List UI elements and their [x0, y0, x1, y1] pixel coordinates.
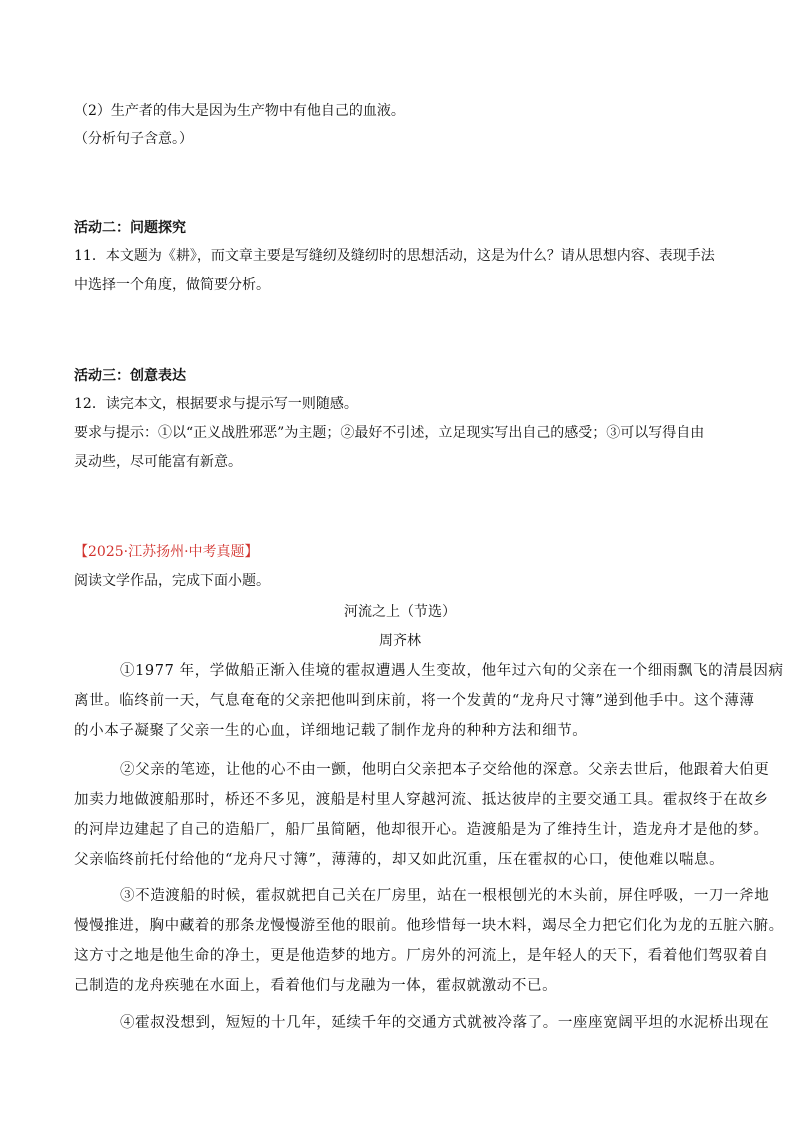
paragraph-line: 慢慢推进，胸中藏着的那条龙慢慢游至他的眼前。他珍惜每一块木料，竭尽全力把它们化为龙的五脏六腑。	[74, 918, 784, 934]
paragraph-line: ①1977 年，学做船正渐入佳境的霍叔遭遇人生变故，他年过六旬的父亲在一个细雨飘飞的清晨因病	[120, 663, 784, 679]
question-10-2: （2）生产者的伟大是因为生产物中有他自己的血液。	[74, 103, 405, 119]
paragraph-line: 离世。临终前一天，气息奄奄的父亲把他叫到床前，将一个发黄的“龙舟尺寸簿”递到他手中。这个薄薄	[74, 693, 755, 709]
activity-3-heading: 活动三：创意表达	[74, 368, 186, 384]
reading-instruction: 阅读文学作品，完成下面小题。	[74, 573, 270, 589]
question-12-line-3: 灵动些，尽可能富有新意。	[74, 454, 242, 470]
source-tag: 【2025·江苏扬州·中考真题】	[74, 544, 259, 560]
question-11-line-2: 中选择一个角度，做简要分析。	[74, 277, 270, 293]
article-author: 周齐林	[379, 633, 421, 649]
paragraph-line: 的小本子凝聚了父亲一生的心血，详细地记载了制作龙舟的种种方法和细节。	[74, 723, 588, 739]
question-12-line-2: 要求与提示：①以“正义战胜邪恶”为主题；②最好不引述，立足现实写出自己的感受；③可以写得自由	[74, 425, 705, 441]
paragraph-line: 这方寸之地是他生命的净土，更是他造梦的地方。厂房外的河流上，是年轻人的天下，看着他们驾驭着自	[74, 948, 769, 964]
paragraph-line: ②父亲的笔迹，让他的心不由一颤，他明白父亲把本子交给他的深意。父亲去世后，他跟着大伯更	[120, 762, 770, 778]
paragraph-line: ④霍叔没想到，短短的十几年，延续千年的交通方式就被冷落了。一座座宽阔平坦的水泥桥出现在	[120, 1015, 770, 1031]
paragraph-line: 己制造的龙舟疾驰在水面上，看着他们与龙融为一体，霍叔就激动不已。	[74, 978, 558, 994]
paragraph-line: 的河岸边建起了自己的造船厂，船厂虽简陋，他却很开心。造渡船是为了维持生计，造龙舟才是他的梦。	[74, 822, 769, 838]
activity-2-heading: 活动二：问题探究	[74, 220, 186, 236]
paragraph-line: 加卖力地做渡船那时，桥还不多见，渡船是村里人穿越河流、抵达彼岸的主要交通工具。霍叔终于在故乡	[74, 792, 769, 808]
article-title: 河流之上（节选）	[344, 604, 456, 620]
paragraph-line: ③不造渡船的时候，霍叔就把自己关在厂房里，站在一根根刨光的木头前，屏住呼吸，一刀一斧地	[120, 888, 770, 904]
paragraph-line: 父亲临终前托付给他的“龙舟尺寸簿”，薄薄的，却又如此沉重，压在霍叔的心口，使他难以喘息。	[74, 852, 725, 868]
question-12-line-1: 12．读完本文，根据要求与提示写一则随感。	[74, 396, 358, 412]
question-10-2-hint: （分析句子含意。）	[74, 131, 193, 147]
question-11-line-1: 11．本文题为《耕》，而文章主要是写缝纫及缝纫时的思想活动，这是为什么？请从思想内容、表现手法	[74, 248, 715, 264]
